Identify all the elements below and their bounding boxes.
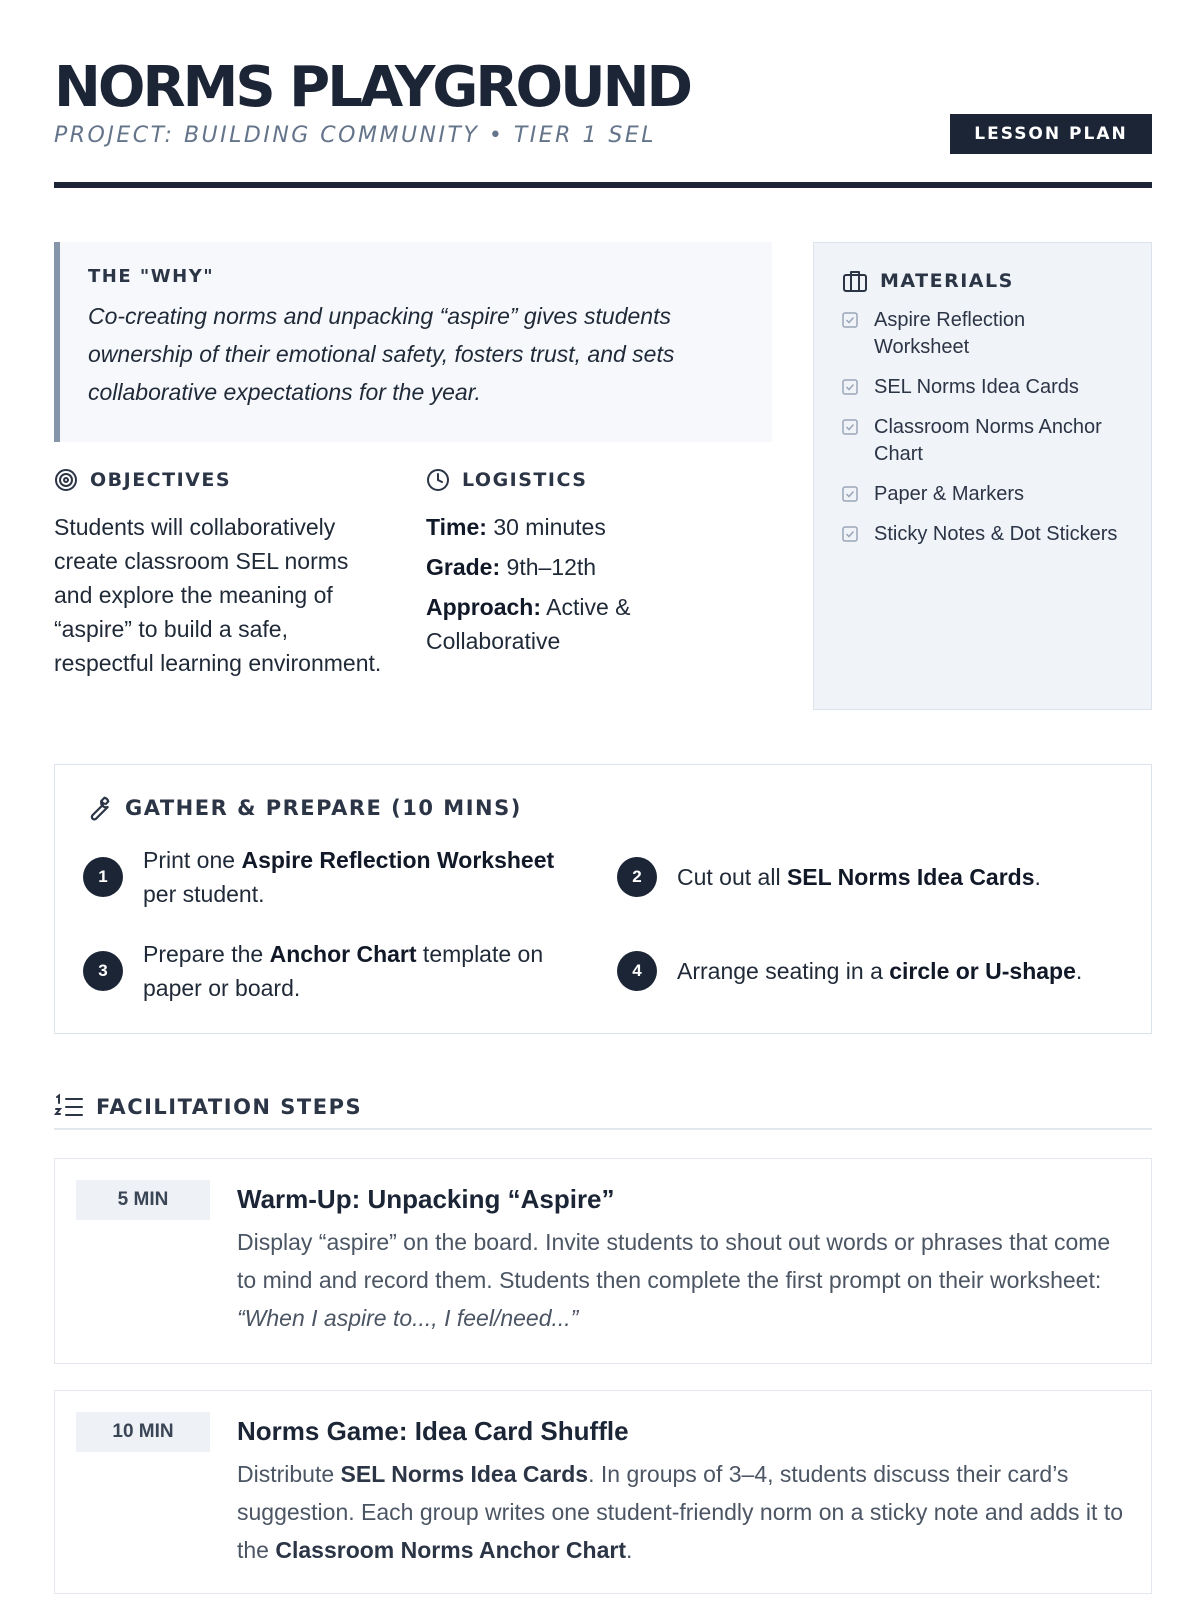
material-item: Classroom Norms Anchor Chart [842, 414, 1123, 468]
checkbox-icon [842, 312, 858, 328]
objectives-heading: OBJECTIVES [90, 469, 232, 491]
material-item: SEL Norms Idea Cards [842, 374, 1123, 401]
step-description: Distribute SEL Norms Idea Cards. In groups of 3–4, students discuss their card’s suggestion. Each group writes one student-friendly norm on a sticky note and adds it to the Classroom Norms Anchor Chart. [237, 1461, 1124, 1563]
facilitation-heading: FACILITATION STEPS [96, 1095, 363, 1119]
step-number: 1 [83, 857, 123, 897]
step-description: Display “aspire” on the board. Invite students to shout out words or phrases that come to mind and record them. Students then complete the first prompt on their worksheet: “When I aspire to..., I feel/need...” [237, 1229, 1111, 1331]
step-duration-badge: 5 MIN [76, 1180, 210, 1220]
page-subtitle: PROJECT: BUILDING COMMUNITY • TIER 1 SEL [54, 123, 657, 148]
step-duration-badge: 10 MIN [76, 1412, 210, 1452]
prep-step: 3 Prepare the Anchor Chart template on paper or board. [83, 937, 593, 1005]
objectives-text: Students will collaboratively create classroom SEL norms and explore the meaning of “aspire” to build a safe, respectful learning environment. [54, 514, 382, 676]
logistics-approach: Approach: Active & Collaborative [426, 594, 631, 654]
gather-prepare-section [54, 764, 1152, 1034]
why-label: THE "WHY" [88, 266, 215, 287]
logistics-time: Time: 30 minutes [426, 514, 606, 540]
gather-heading: GATHER & PREPARE (10 MINS) [125, 796, 522, 820]
page-title: NORMS PLAYGROUND [54, 55, 690, 120]
why-text: Co-creating norms and unpacking “aspire” gives students ownership of their emotional safety, fosters trust, and sets collaborative expectations for the year. [88, 303, 675, 405]
materials-panel [813, 242, 1152, 710]
step-title: Norms Game: Idea Card Shuffle [237, 1416, 629, 1446]
prep-step: 4 Arrange seating in a circle or U-shape. [617, 937, 1127, 1005]
facilitation-step [54, 1390, 1152, 1594]
material-item: Sticky Notes & Dot Stickers [842, 521, 1123, 548]
step-title: Warm-Up: Unpacking “Aspire” [237, 1184, 615, 1214]
logistics-section [426, 468, 756, 658]
prep-step: 1 Print one Aspire Reflection Worksheet per student. [83, 843, 593, 911]
clock-icon [426, 468, 450, 492]
materials-heading: MATERIALS [880, 270, 1014, 292]
checkbox-icon [842, 486, 858, 502]
numbered-list-icon [54, 1093, 84, 1121]
material-item: Paper & Markers [842, 481, 1123, 508]
step-number: 2 [617, 857, 657, 897]
why-callout [54, 242, 772, 442]
step-number: 3 [83, 951, 123, 991]
briefcase-icon [842, 269, 868, 293]
checkbox-icon [842, 419, 858, 435]
target-icon [54, 468, 78, 492]
wrench-icon [83, 793, 113, 823]
page-header [54, 56, 1152, 188]
logistics-heading: LOGISTICS [462, 469, 588, 491]
logistics-grade: Grade: 9th–12th [426, 554, 597, 580]
lesson-plan-badge: LESSON PLAN [950, 114, 1152, 154]
step-number: 4 [617, 951, 657, 991]
checkbox-icon [842, 379, 858, 395]
facilitation-step [54, 1158, 1152, 1364]
facilitation-header [54, 1086, 1152, 1130]
objectives-section [54, 468, 384, 680]
prep-step: 2 Cut out all SEL Norms Idea Cards. [617, 843, 1127, 911]
checkbox-icon [842, 526, 858, 542]
material-item: Aspire Reflection Worksheet [842, 307, 1123, 361]
